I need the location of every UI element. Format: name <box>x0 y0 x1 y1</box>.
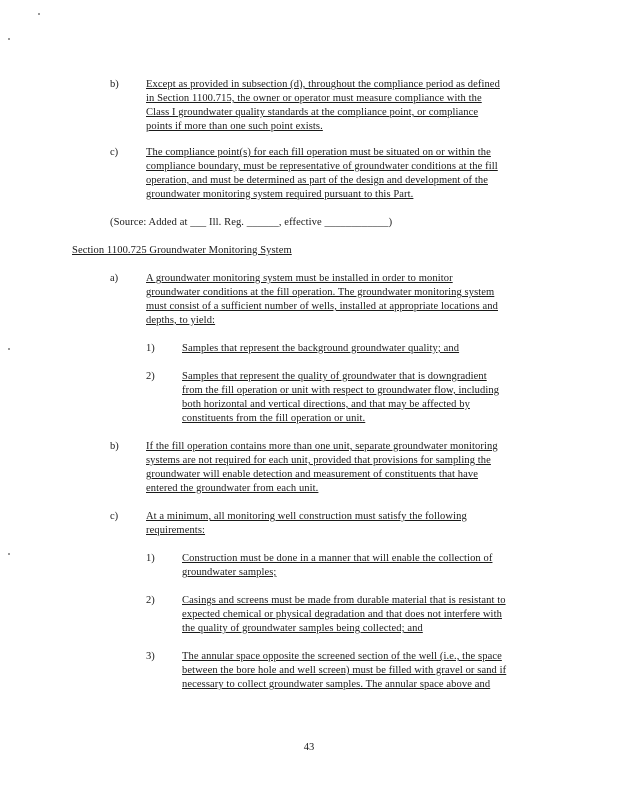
section-heading: Section 1100.725 Groundwater Monitoring System <box>72 245 292 256</box>
section-a-item-2-line-1: Samples that represent the quality of groundwater that is downgradient <box>182 371 487 382</box>
section-a-line-3: must consist of a sufficient number of wells, installed at appropriate locations and <box>146 301 498 312</box>
section-a-item-1-line-1: Samples that represent the background groundwater quality; and <box>182 343 460 354</box>
section-c-item-3-line-3: necessary to collect groundwater samples. The annular space above and <box>182 679 491 690</box>
section-a-line-2: groundwater conditions at the fill operation. The groundwater monitoring system <box>146 287 495 298</box>
section-b-line-4: entered the groundwater from each unit. <box>146 483 319 494</box>
section-c-item-3-line-1: The annular space opposite the screened section of the well (i.e., the space <box>182 651 502 662</box>
section-b-label: b) <box>110 441 119 452</box>
section-c-item-1-line-1: Construction must be done in a manner that will enable the collection of <box>182 553 493 564</box>
scan-speck <box>38 13 40 15</box>
section-c-line-1: At a minimum, all monitoring well construction must satisfy the following <box>146 511 467 522</box>
section-c-line-2: requirements: <box>146 525 206 536</box>
para-c-label: c) <box>110 147 119 158</box>
para-b-line-3: Class I groundwater quality standards at the compliance point, or compliance <box>146 107 479 118</box>
section-c-item-2-line-3: the quality of groundwater samples being collected; and <box>182 623 423 634</box>
section-c-item-2-line-2: expected chemical or physical degradation and that does not interfere with <box>182 609 502 620</box>
section-a-label: a) <box>110 273 119 284</box>
section-c-label: c) <box>110 511 119 522</box>
para-b-line-2: in Section 1100.715, the owner or operator must measure compliance with the <box>146 93 482 104</box>
page-number: 43 <box>303 742 315 753</box>
section-b-line-1: If the fill operation contains more than one unit, separate groundwater monitoring <box>146 441 498 452</box>
section-a-item-2-line-3: both horizontal and vertical directions, and that may be affected by <box>182 399 470 410</box>
para-c-line-4: groundwater monitoring system required pursuant to this Part. <box>146 189 414 200</box>
scan-speck <box>8 348 10 350</box>
section-c-item-1-line-2: groundwater samples; <box>182 567 277 578</box>
section-c-item-2-line-1: Casings and screens must be made from durable material that is resistant to <box>182 595 506 606</box>
para-c-line-3: operation, and must be determined as part of the design and development of the <box>146 175 488 186</box>
section-a-line-4: depths, to yield: <box>146 315 216 326</box>
para-c-line-1: The compliance point(s) for each fill operation must be situated on or within the <box>146 147 491 158</box>
para-b-label: b) <box>110 79 119 90</box>
scan-speck <box>8 553 10 555</box>
section-a-item-2-line-4: constituents from the fill operation or unit. <box>182 413 366 424</box>
section-a-item-1-label: 1) <box>146 343 155 354</box>
section-c-item-2-label: 2) <box>146 595 155 606</box>
section-a-item-2-line-2: from the fill operation or unit with respect to groundwater flow, including <box>182 385 500 396</box>
section-b-line-3: groundwater will enable detection and measurement of constituents that have <box>146 469 479 480</box>
para-c-line-2: compliance boundary, must be representative of groundwater conditions at the fill <box>146 161 498 172</box>
section-c-item-3-label: 3) <box>146 651 155 662</box>
source-note: (Source: Added at ___ Ill. Reg. ______, effective ____________) <box>110 217 393 228</box>
para-b-line-1: Except as provided in subsection (d), throughout the compliance period as defined <box>146 79 500 90</box>
section-a-item-2-label: 2) <box>146 371 155 382</box>
section-c-item-3-line-2: between the bore hole and well screen) must be filled with gravel or sand if <box>182 665 507 676</box>
section-c-item-1-label: 1) <box>146 553 155 564</box>
para-b-line-4: points if more than one such point exists. <box>146 121 323 132</box>
section-a-line-1: A groundwater monitoring system must be installed in order to monitor <box>146 273 453 284</box>
scan-speck <box>8 38 10 40</box>
section-b-line-2: systems are not required for each unit, provided that provisions for sampling the <box>146 455 491 466</box>
